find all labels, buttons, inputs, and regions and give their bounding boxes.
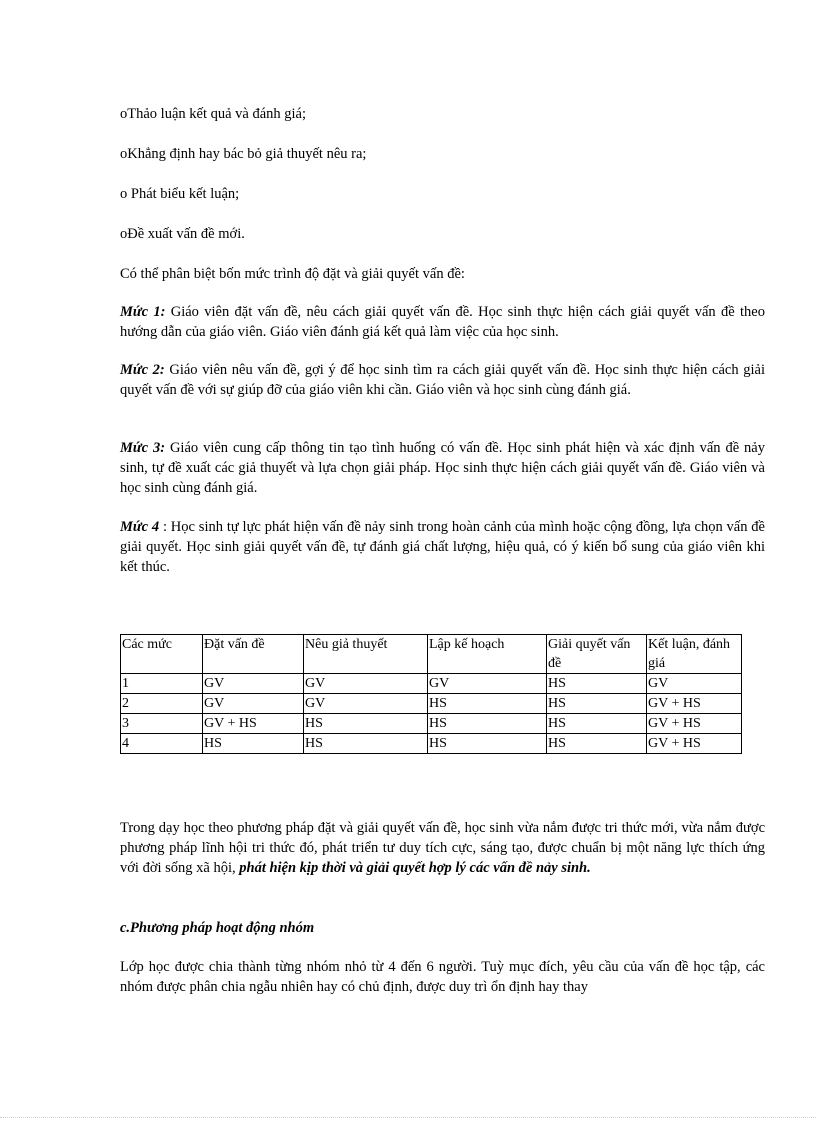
conclusion-text: Trong dạy học theo phương pháp đặt và giải quyết vấn đề, học sinh vừa nắm được tri thức mới, vừa nắm được phương pháp lĩnh hội tri thức đó, phát triển tư duy tích cực, sáng tạo, được chuẩn bị một năng lực thích ứng với đời sống xã hội,: [120, 820, 765, 876]
table-header-cell: Lập kế hoạch: [428, 635, 547, 674]
level-4-label: Mức 4: [120, 519, 160, 535]
level-4-paragraph: [120, 517, 765, 577]
level-4-text: : Học sinh tự lực phát hiện vấn đề nảy sinh trong hoàn cảnh của mình hoặc cộng đồng, lựa chọn vấn đề giải quyết. Học sinh giải quyết vấn đề, tự đánh giá chất lượng, hiệu quả, có ý kiến bổ sung của giáo viên khi kết thúc.: [120, 519, 765, 575]
step-conclude: o Phát biểu kết luận;: [120, 186, 240, 202]
table-cell: HS: [203, 734, 304, 754]
level-3-label: Mức 3:: [120, 440, 166, 456]
step-confirm: oKhẳng định hay bác bỏ giả thuyết nêu ra;: [120, 146, 367, 162]
table-header-row: [121, 635, 742, 674]
level-2-label: Mức 2:: [120, 362, 165, 378]
table-header-cell: Kết luận, đánh giá: [647, 635, 742, 674]
step-propose: oĐề xuất vấn đề mới.: [120, 226, 245, 242]
level-1-paragraph: [120, 302, 765, 342]
table-row: [121, 714, 742, 734]
table-header-cell: Nêu giả thuyết: [304, 635, 428, 674]
table-cell: HS: [547, 694, 647, 714]
table-cell: GV: [203, 674, 304, 694]
table-cell: HS: [304, 734, 428, 754]
levels-table: [120, 634, 742, 754]
table-cell: HS: [547, 714, 647, 734]
table-header-cell: Đặt vấn đề: [203, 635, 304, 674]
table-row: [121, 694, 742, 714]
table-row: [121, 734, 742, 754]
table-cell: 4: [121, 734, 203, 754]
table-header-cell: Giải quyết vấn đề: [547, 635, 647, 674]
table-cell: GV: [203, 694, 304, 714]
level-3-text: Giáo viên cung cấp thông tin tạo tình huống có vấn đề. Học sinh phát hiện và xác định vấn đề nảy sinh, tự đề xuất các giả thuyết và lựa chọn giải pháp. Học sinh thực hiện cách giải quyết vấn đề. Giáo viên và học sinh cùng đánh giá.: [120, 440, 765, 496]
table-cell: HS: [547, 674, 647, 694]
table-cell: GV: [647, 674, 742, 694]
table-cell: HS: [428, 734, 547, 754]
table-cell: HS: [428, 694, 547, 714]
table-header-cell: Các mức: [121, 635, 203, 674]
level-2-paragraph: [120, 360, 765, 400]
table-cell: 1: [121, 674, 203, 694]
table-cell: GV + HS: [647, 734, 742, 754]
table-cell: GV + HS: [203, 714, 304, 734]
table-cell: HS: [428, 714, 547, 734]
table-cell: GV + HS: [647, 714, 742, 734]
table-row: [121, 674, 742, 694]
table-cell: 3: [121, 714, 203, 734]
table-cell: GV + HS: [647, 694, 742, 714]
level-1-text: Giáo viên đặt vấn đề, nêu cách giải quyết vấn đề. Học sinh thực hiện cách giải quyết vấn đề theo hướng dẫn của giáo viên. Giáo viên đánh giá kết quả làm việc của học sinh.: [120, 304, 765, 340]
table-cell: 2: [121, 694, 203, 714]
section-heading: c.Phương pháp hoạt động nhóm: [120, 920, 315, 936]
table-cell: GV: [304, 674, 428, 694]
table-cell: HS: [547, 734, 647, 754]
table-cell: GV: [304, 694, 428, 714]
conclusion-emphasis: phát hiện kịp thời và giải quyết hợp lý các vấn đề nảy sinh.: [239, 860, 591, 876]
table-cell: HS: [304, 714, 428, 734]
level-3-paragraph: [120, 438, 765, 498]
levels-intro: Có thể phân biệt bốn mức trình độ đặt và giải quyết vấn đề:: [120, 266, 465, 282]
page-bottom-divider: [0, 1117, 816, 1118]
level-2-text: Giáo viên nêu vấn đề, gợi ý để học sinh tìm ra cách giải quyết vấn đề. Học sinh thực hiện cách giải quyết vấn đề với sự giúp đỡ của giáo viên khi cần. Giáo viên và học sinh cùng đánh giá.: [120, 362, 765, 398]
level-1-label: Mức 1:: [120, 304, 166, 320]
conclusion-paragraph: [120, 818, 765, 878]
step-discuss: oThảo luận kết quả và đánh giá;: [120, 106, 307, 122]
table-cell: GV: [428, 674, 547, 694]
group-method-paragraph: Lớp học được chia thành từng nhóm nhỏ từ 4 đến 6 người. Tuỳ mục đích, yêu cầu của vấn đề học tập, các nhóm được phân chia ngẫu nhiên hay có chủ định, được duy trì ổn định hay thay: [120, 959, 765, 995]
